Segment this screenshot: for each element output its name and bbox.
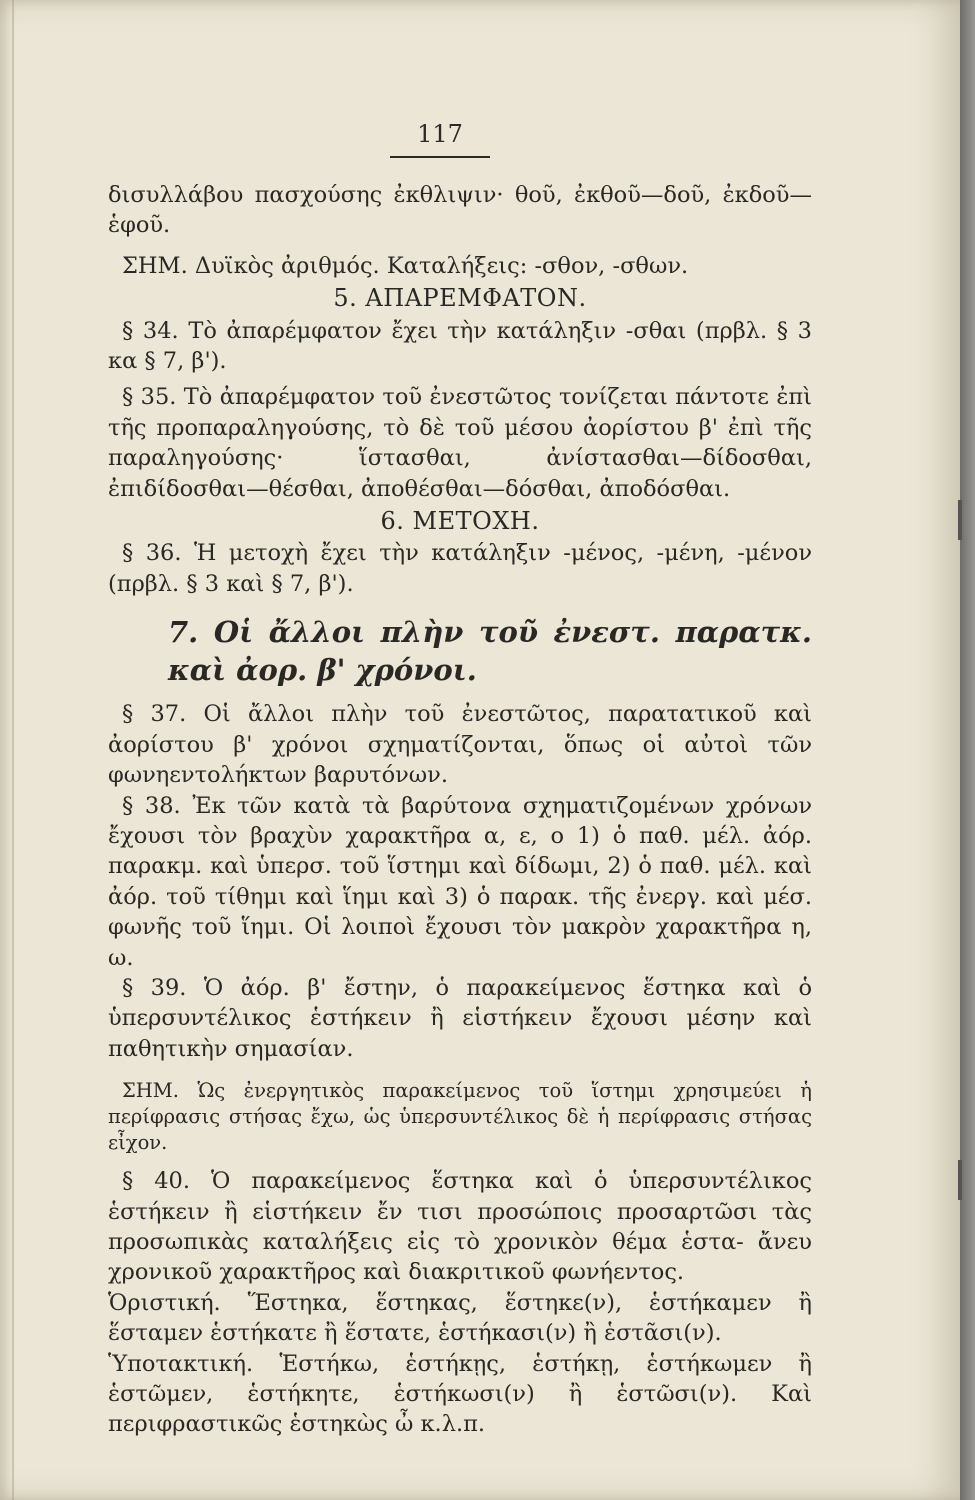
section-36: § 36. Ἡ μετοχὴ ἔχει τὴν κατάληξιν -μένος, -μένη, -μένον (πρβλ. § 3 καὶ § 7, β'). bbox=[108, 540, 812, 597]
page-number: 117 bbox=[417, 120, 463, 148]
heading-infinitive: 5. ΑΠΑΡΕΜΦΑΤΟΝ. bbox=[333, 284, 587, 313]
edge-mark bbox=[958, 500, 962, 540]
section-38: § 38. Ἐκ τῶν κατὰ τὰ βαρύτονα σχηματιζομένων χρόνων ἔχουσι τὸν βραχὺν χαρακτῆρα α, ε, ο 1) ὁ παθ. μέλ. ἀόρ. παρακμ. καὶ ὑπερσ. τοῦ ἵστημι καὶ δίδωμι, 2) ὁ παθ. μέλ. καὶ ἀόρ. τοῦ τίθημι καὶ ἵημι καὶ 3) ὁ παρακ. τῆς ἐνεργ. καὶ μέσ. φωνῆς τοῦ ἵημι. Οἱ λοιποὶ ἔχουσι τὸν μακρὸν χαρακτῆρα η, ω. bbox=[108, 792, 812, 971]
note-dual: ΣΗΜ. Δυϊκὸς ἀριθμός. Καταλήξεις: -σθον, -σθων. bbox=[122, 252, 689, 279]
section-37: § 37. Οἱ ἄλλοι πλὴν τοῦ ἐνεστῶτος, παρατατικοῦ καὶ ἀορίστου β' χρόνοι σχηματίζονται, ὅπως οἱ αὐτοὶ τῶν φωνηεντολήκτων βαρυτόνων. bbox=[108, 701, 812, 789]
section-34: § 34. Τὸ ἀπαρέμφατον ἔχει τὴν κατάληξιν -σθαι (πρβλ. § 3 κα § 7, β'). bbox=[108, 317, 812, 375]
section-39: § 39. Ὁ ἀόρ. β' ἔστην, ὁ παρακείμενος ἕστηκα καὶ ὁ ὑπερσυντέλικος ἑστήκειν ἢ εἱστήκειν ἔχουσι μέσην καὶ παθητικὴν σημασίαν. bbox=[108, 974, 812, 1062]
page-body bbox=[108, 180, 812, 1440]
line-0: δισυλλάβου πασχούσης ἐκθλιψιν· θοῦ, ἐκθοῦ—δοῦ, ἐκδοῦ—ἑφοῦ. bbox=[108, 182, 812, 239]
section-40: § 40. Ὁ παρακείμενος ἕστηκα καὶ ὁ ὑπερσυντέλικος ἑστήκειν ἢ εἱστήκειν ἔν τισι προσώποις προσαρτῶσι τὰς προσωπικὰς καταλήξεις εἰς τὸ χρονικὸν θέμα ἑστα- ἄνευ χρονικοῦ χαρακτῆρος καὶ διακριτικοῦ φωνήεντος. bbox=[108, 1168, 812, 1286]
page-edge bbox=[960, 0, 975, 1500]
indicative-forms: Ὁριστική. Ἕστηκα, ἕστηκας, ἕστηκε(ν), ἑστήκαμεν ἢ ἕσταμεν ἑστήκατε ἢ ἕστατε, ἑστήκασι(ν) ἢ ἑστᾶσι(ν). bbox=[108, 1289, 812, 1347]
chapter-title-7: 7. Οἱ ἄλλοι πλὴν τοῦ ἐνεστ. παρατκ. καὶ ἀορ. β' χρόνοι. bbox=[168, 615, 812, 688]
subjunctive-forms: Ὑποτακτική. Ἑστήκω, ἑστήκῃς, ἑστήκῃ, ἑστήκωμεν ἢ ἑστῶμεν, ἑστήκητε, ἑστήκωσι(ν) ἢ ἑστῶσι(ν). Καὶ περιφραστικῶς ἑστηκὼς ὦ κ.λ.π. bbox=[108, 1350, 812, 1438]
note-perfect: ΣΗΜ. Ὡς ἐνεργητικὸς παρακείμενος τοῦ ἵστημι χρησιμεύει ἡ περίφρασις στήσας ἔχω, ὡς ὑπερσυντέλικος δὲ ἡ περίφρασις στήσας εἶχον. bbox=[108, 1079, 812, 1155]
section-35: § 35. Τὸ ἀπαρέμφατον τοῦ ἐνεστῶτος τονίζεται πάντοτε ἐπὶ τῆς προπαραληγούσης, τὸ δὲ τοῦ μέσου ἀορίστου β' ἐπὶ τῆς παραληγούσης· ἵστασθαι, ἀνίστασθαι—δίδοσθαι, ἐπιδίδοσθαι—θέσθαι, ἀποθέσθαι—δόσθαι, ἀποδόσθαι. bbox=[108, 384, 812, 502]
edge-mark bbox=[958, 1160, 962, 1200]
header-rule bbox=[390, 156, 490, 158]
page-fold bbox=[12, 0, 14, 1500]
heading-participle: 6. ΜΕΤΟΧΗ. bbox=[380, 507, 540, 536]
